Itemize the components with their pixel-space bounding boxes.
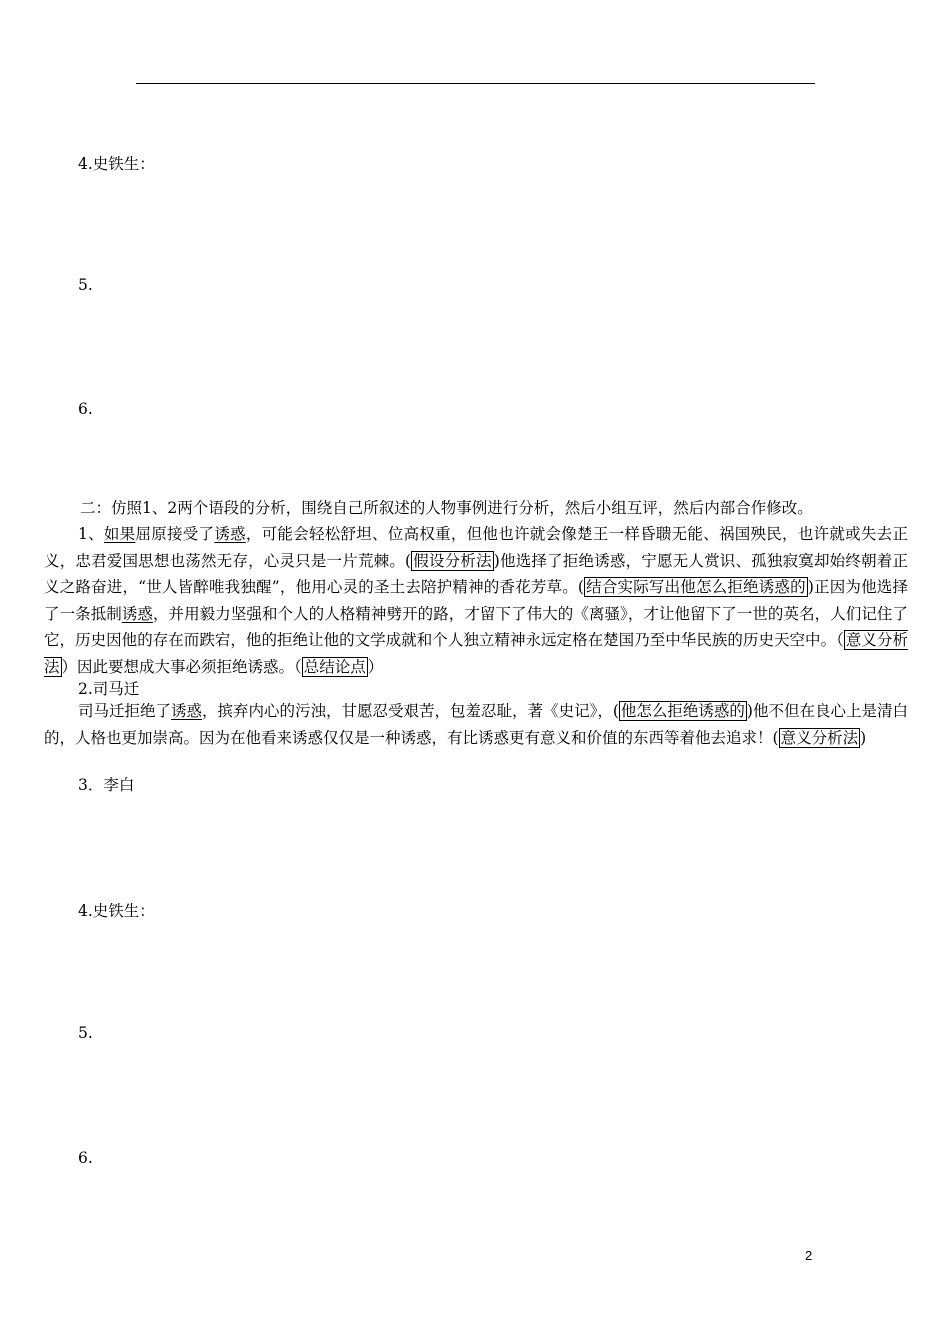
page-number: 2 (805, 1248, 813, 1263)
p1-text-4: )正因为他选择了一条抵制 (44, 578, 908, 623)
item-6-bottom: 6. (78, 1149, 93, 1167)
paragraph-sima-qian (44, 698, 908, 751)
p2-text-2: ，摈弃内心的污浊，甘愿忍受艰苦，包羞忍耻，著《史记》，( (202, 702, 619, 720)
p1-box-hypothesis: 假设分析法 (413, 551, 492, 570)
p1-box-practice: 结合实际写出他怎么拒绝诱惑的 (585, 578, 806, 596)
p1-num: 1、 (78, 525, 104, 543)
li-bai-title: 3．李白 (78, 776, 135, 794)
item-6-top: 6. (78, 400, 93, 418)
item-5-top: 5. (78, 276, 93, 294)
p1-underline-youhuo-1: 诱惑 (214, 525, 246, 543)
p1-underline-ruguo: 如果 (103, 525, 136, 543)
p1-text-5: ，并用毅力坚强和个人的人格精神劈开的路，才留下了伟大的《离骚》，才让他留下了一世的英名，人们记住了它，历史因他的存在而跌宕，他的拒绝让他的文学成就和个人独立精神永远定格在楚国乃至中华民族的历史天空中。（ (44, 604, 908, 649)
section-2-heading: 二：仿照1、2两个语段的分析，围绕自己所叙述的人物事例进行分析，然后小组互评，然后内部合作修改。 (80, 499, 813, 517)
item-5-bottom: 5. (78, 1024, 93, 1042)
sima-qian-title: 2.司马迁 (78, 680, 140, 698)
p1-box-meaning: 意义分析法 (44, 631, 908, 676)
p2-box-how: 他怎么拒绝诱惑的 (620, 702, 745, 720)
paragraph-qu-yuan (44, 521, 908, 680)
p2-text-1: 司马迁拒绝了 (78, 702, 172, 720)
p1-text-2: ，可能会轻松舒坦、位高权重，但他也许就会像楚王一样昏聩无能、祸国殃民，也许就或失去正义，忠君爱国思想也荡然无存，心灵只是一片荒棘。( (44, 525, 908, 570)
p2-text-4: ) (860, 728, 867, 747)
p2-text-3: )他不但在良心上是清白的，人格也更加崇高。因为在他看来诱惑仅仅是一种诱惑，有比诱惑更有意义和价值的东西等着他去追求！( (44, 702, 908, 747)
p1-text-7: ） (367, 657, 384, 676)
item-4-top: 4.史铁生： (78, 155, 155, 173)
p1-text-3: )他选择了拒绝诱惑，宁愿无人赏识、孤独寂寞却始终朝着正义之路奋进，“世人皆醉唯我独醒”，他用心灵的圣土去陪护精神的香花芳草。( (44, 551, 908, 596)
item-4-bottom: 4.史铁生： (78, 902, 155, 920)
p2-box-meaning: 意义分析法 (780, 728, 859, 747)
header-rule (136, 83, 815, 84)
p1-text-6: ）因此要想成大事必须拒绝诱惑。（ (61, 657, 302, 676)
p1-underline-youhuo-2: 诱惑 (121, 604, 153, 623)
p2-underline-youhuo: 诱惑 (171, 702, 203, 720)
p1-text-1: 屈原接受了 (135, 525, 215, 543)
p1-box-conclusion: 总结论点 (303, 657, 366, 676)
